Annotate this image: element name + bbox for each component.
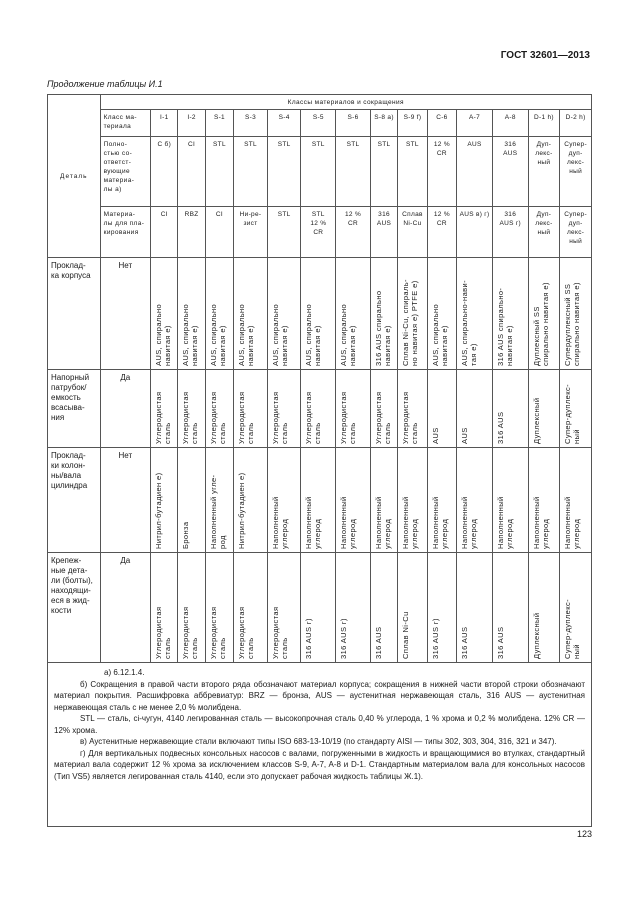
material-line: Углеродистая: [154, 391, 164, 444]
material-cell-text: [563, 282, 581, 366]
piping-material-7: 316 AUS: [370, 207, 397, 258]
material-cell-text: [209, 304, 227, 366]
material-line: Углеродистая: [401, 391, 411, 444]
material-line: сталь: [163, 422, 173, 444]
material-line: Супердуплексный SS: [563, 283, 573, 366]
material-line: AUS, спирально: [237, 303, 247, 366]
material-line: Наполненный: [563, 496, 573, 549]
material-line: навитая е): [504, 325, 514, 366]
material-line: Углеродистая: [237, 606, 247, 659]
material-cell-text: [532, 398, 541, 444]
material-line: сталь: [279, 422, 289, 444]
material-line: Углеродистая: [208, 606, 218, 659]
material-cell-text: [460, 496, 478, 549]
material-line: навитая е): [348, 325, 358, 366]
material-line: AUS, спирально: [270, 303, 280, 366]
piping-material-8: Сплав Ni-Cu: [398, 207, 427, 258]
piping-material-3: Ни-ре- зист: [234, 207, 268, 258]
piping-material-4: STL: [267, 207, 301, 258]
material-cell: [267, 370, 301, 448]
class-code-11: A-8: [492, 110, 528, 137]
material-line: Наполненный: [401, 496, 411, 549]
material-cell-text: [154, 392, 172, 444]
material-line: AUS: [430, 427, 440, 444]
piping-material-2: CI: [205, 207, 233, 258]
material-line: AUS, спирально: [430, 303, 440, 366]
material-cell: [267, 258, 301, 370]
material-line: Дуплексный: [531, 612, 541, 659]
material-cell-text: [401, 496, 419, 549]
piping-material-5: STL 12 % CR: [301, 207, 336, 258]
material-line: 316 AUS: [495, 411, 505, 444]
material-cell-text: [339, 392, 357, 444]
material-line: углерод: [504, 518, 514, 549]
material-cell-text: [304, 496, 322, 549]
material-cell-text: [304, 618, 313, 659]
piping-material-0: CI: [151, 207, 178, 258]
material-line: Наполненный: [460, 496, 470, 549]
material-line: род: [217, 535, 227, 549]
material-line: Наполненный: [430, 496, 440, 549]
material-cell: [492, 553, 528, 663]
material-cell: [398, 448, 427, 553]
page-header: ГОСТ 32601—2013: [500, 50, 590, 61]
material-line: Сплав Ni-Cu, спираль-: [401, 279, 411, 366]
class-code-1: I-2: [178, 110, 205, 137]
material-line: AUS: [460, 427, 470, 444]
material-cell: [336, 448, 371, 553]
material-cell-text: [374, 627, 383, 659]
material-cell: [205, 258, 233, 370]
material-cell-text: [496, 627, 505, 659]
default-material-3: STL: [234, 137, 268, 207]
material-line: AUS, спирально: [304, 303, 314, 366]
default-material-9: 12 % CR: [427, 137, 456, 207]
material-line: 316 AUS спирально-: [495, 287, 505, 366]
material-cell-text: [532, 282, 550, 366]
material-line: 316 AUS: [373, 626, 383, 659]
class-code-2: S-1: [205, 110, 233, 137]
material-line: 316 AUS: [460, 626, 470, 659]
part-name: Проклад- ка корпуса: [48, 258, 101, 370]
material-line: Углеродистая: [270, 391, 280, 444]
piping-material-11: 316 AUS г): [492, 207, 528, 258]
material-cell: [457, 258, 493, 370]
material-line: ный: [572, 429, 582, 444]
material-cell-text: [154, 472, 163, 549]
material-line: навитая е): [313, 325, 323, 366]
material-line: навитая е): [439, 325, 449, 366]
piping-material-1: RBZ: [178, 207, 205, 258]
material-cell: [492, 258, 528, 370]
material-cell: [301, 258, 336, 370]
material-line: углерод: [572, 518, 582, 549]
table-note: а) 6.12.1.4.: [104, 668, 145, 677]
default-material-11: 316 AUS: [492, 137, 528, 207]
material-cell-text: [181, 392, 199, 444]
material-line: сталь: [190, 637, 200, 659]
material-line: навитая е): [382, 325, 392, 366]
material-cell-text: [496, 288, 514, 366]
material-cell: [370, 553, 397, 663]
material-cell: [205, 370, 233, 448]
material-line: Нитрил-бутадиен е): [154, 472, 164, 549]
part-name: Проклад- ки колон- ны/вала цилиндра: [48, 448, 101, 553]
material-line: сталь: [382, 422, 392, 444]
material-cell: [267, 448, 301, 553]
material-cell-text: [271, 392, 289, 444]
class-label: Класс ма- териала: [100, 110, 150, 137]
material-line: сталь: [246, 422, 256, 444]
part-name: Крепеж- ные дета- ли (болты), находящи- еся в жид- кости: [48, 553, 101, 663]
material-cell-text: [460, 627, 469, 659]
class-code-13: D-2 h): [560, 110, 592, 137]
piping-material-13: Супер- дуп- лекс- ный: [560, 207, 592, 258]
part-required: Да: [100, 370, 150, 448]
material-cell-text: [401, 611, 410, 659]
material-cell-text: [563, 496, 581, 549]
part-name: Напорный патрубок/ емкость всасыва- ния: [48, 370, 101, 448]
class-code-12: D-1 h): [528, 110, 560, 137]
material-cell-text: [154, 304, 172, 366]
table-note: в) Аустенитные нержавеющие стали включают типы ISO 683-13-10/19 (по стандарту AISI — типы 302, 303, 304, 316, 321 и 347).: [80, 737, 557, 746]
material-cell: [492, 370, 528, 448]
material-cell: [492, 448, 528, 553]
material-line: 316 AUS: [495, 626, 505, 659]
material-line: Углеродистая: [181, 391, 191, 444]
material-cell: [301, 448, 336, 553]
material-line: сталь: [246, 637, 256, 659]
material-line: Наполненный: [339, 496, 349, 549]
material-line: сталь: [279, 637, 289, 659]
material-cell: [205, 553, 233, 663]
material-cell: [234, 553, 268, 663]
material-line: AUS, спирально: [339, 303, 349, 366]
material-cell: [151, 370, 178, 448]
material-line: Углеродистая: [339, 391, 349, 444]
default-material-13: Супер- дуп- лекс- ный: [560, 137, 592, 207]
material-cell-text: [237, 607, 255, 659]
material-line: углерод: [439, 518, 449, 549]
table-note: б) Сокращения в правой части второго ряда обозначают материал корпуса; сокращения в нижней части второй строки обозначают материал покрытия. Расшифровка аббревиатур: BRZ — бронза, AUS — аустенитная нержавеющая сталь, 316 AUS — аустенитная нержавеющая сталь с не менее 2,0 % молибдена.: [54, 679, 585, 712]
material-cell-text: [271, 496, 289, 549]
material-line: 316 AUS г): [430, 618, 440, 659]
material-cell-text: [460, 280, 478, 366]
material-line: Наполненный: [373, 496, 383, 549]
material-line: навитая е): [217, 325, 227, 366]
material-cell-text: [237, 392, 255, 444]
piping-material-10: AUS в) г): [457, 207, 493, 258]
class-code-7: S-8 а): [370, 110, 397, 137]
piping-material-12: Дуп- лекс- ный: [528, 207, 560, 258]
material-line: Наполненный: [270, 496, 280, 549]
default-material-6: STL: [336, 137, 371, 207]
material-cell-text: [271, 304, 289, 366]
material-cell: [234, 370, 268, 448]
material-cell-text: [374, 392, 392, 444]
group-header: Классы материалов и сокращения: [100, 95, 591, 110]
piping-materials-label: Материа- лы для пла- кирования: [100, 207, 150, 258]
material-cell: [370, 448, 397, 553]
material-cell-text: [304, 304, 322, 366]
material-line: AUS, спирально: [154, 303, 164, 366]
material-cell-text: [339, 304, 357, 366]
material-cell: [301, 370, 336, 448]
table-note: STL — сталь, сі-чугун, 4140 легированная сталь — высокопрочная сталь 0,40 % углерода, 1 % хрома и 0,2 % молибдена. 12% CR — 12% хрома.: [54, 714, 585, 735]
material-line: Наполненный: [495, 496, 505, 549]
material-cell: [457, 448, 493, 553]
material-cell-text: [563, 599, 581, 659]
material-line: навитая е): [246, 325, 256, 366]
material-cell-text: [181, 304, 199, 366]
material-cell: [398, 370, 427, 448]
material-cell-text: [209, 607, 227, 659]
material-line: Бронза: [181, 521, 191, 549]
material-cell: [178, 553, 205, 663]
default-material-0: C б): [151, 137, 178, 207]
material-line: сталь: [313, 422, 323, 444]
material-cell: [427, 370, 456, 448]
material-cell: [457, 553, 493, 663]
piping-material-6: 12 % CR: [336, 207, 371, 258]
material-cell: [234, 448, 268, 553]
material-line: Наполненный угле-: [208, 474, 218, 549]
default-material-7: STL: [370, 137, 397, 207]
material-cell: [427, 448, 456, 553]
material-line: тая е): [469, 343, 479, 366]
material-line: углерод: [313, 518, 323, 549]
material-cell: [560, 370, 592, 448]
material-cell: [427, 553, 456, 663]
material-cell-text: [431, 496, 449, 549]
material-line: Углеродистая: [208, 391, 218, 444]
material-cell-text: [209, 475, 227, 549]
material-line: Сплав Ni-Cu: [401, 611, 411, 659]
material-line: 316 AUS г): [339, 618, 349, 659]
material-line: Наполненный: [304, 496, 314, 549]
table-notes: [48, 663, 592, 827]
material-cell: [336, 258, 371, 370]
material-cell: [234, 258, 268, 370]
material-cell-text: [181, 522, 190, 549]
material-cell-text: [496, 496, 514, 549]
material-line: Дуплексный: [531, 397, 541, 444]
material-line: Супер-дуплекс-: [563, 598, 573, 659]
material-line: Углеродистая: [154, 606, 164, 659]
material-cell: [528, 553, 560, 663]
material-cell: [178, 258, 205, 370]
class-code-3: S-3: [234, 110, 268, 137]
material-cell: [398, 553, 427, 663]
default-material-4: STL: [267, 137, 301, 207]
material-line: Супер-дуплекс-: [563, 383, 573, 444]
material-line: сталь: [217, 422, 227, 444]
material-cell: [560, 448, 592, 553]
page-number: 123: [576, 829, 592, 839]
material-cell-text: [271, 607, 289, 659]
material-cell-text: [431, 427, 440, 444]
material-cell: [427, 258, 456, 370]
class-code-9: C-6: [427, 110, 456, 137]
material-line: Дуплексный SS: [531, 306, 541, 366]
material-line: навитая е): [163, 325, 173, 366]
material-cell: [301, 553, 336, 663]
material-line: AUS, спирально: [208, 303, 218, 366]
material-line: 316 AUS спирально: [373, 290, 383, 366]
material-cell-text: [181, 607, 199, 659]
material-line: Углеродистая: [304, 391, 314, 444]
material-line: сталь: [217, 637, 227, 659]
default-materials-label: Полно- стью со- ответст- вующие материа- лы а): [100, 137, 150, 207]
material-line: но навитая е) PTFE е): [410, 280, 420, 366]
default-material-10: AUS: [457, 137, 493, 207]
material-cell-text: [431, 618, 440, 659]
material-cell-text: [154, 607, 172, 659]
material-line: сталь: [348, 422, 358, 444]
material-line: спирально навитая е): [540, 282, 550, 366]
material-cell-text: [532, 613, 541, 659]
material-cell-text: [401, 392, 419, 444]
material-cell: [336, 553, 371, 663]
class-code-8: S-9 f): [398, 110, 427, 137]
material-cell-text: [339, 496, 357, 549]
material-cell: [370, 370, 397, 448]
material-line: AUS, спирально-нави-: [460, 279, 470, 366]
material-cell-text: [209, 392, 227, 444]
material-line: Углеродистая: [270, 606, 280, 659]
material-cell: [336, 370, 371, 448]
default-material-1: CI: [178, 137, 205, 207]
part-required: Нет: [100, 258, 150, 370]
material-line: углерод: [540, 518, 550, 549]
material-cell: [528, 370, 560, 448]
material-cell: [151, 553, 178, 663]
material-line: AUS, спирально: [181, 303, 191, 366]
material-line: углерод: [382, 518, 392, 549]
materials-table: [47, 94, 592, 827]
default-material-8: STL: [398, 137, 427, 207]
table-note: г) Для вертикальных подвесных консольных насосов с валами, погруженными в жидкость и вращающимися во втулках, стандартный материал вала содержит 12 % хрома за исключением классов S-9, A-7, A-8 и D-1. Стандартным материалом вала для консольных насосов (Тип VS5) является легированная сталь 4140, если это допускает рабочая жидкость таблицы Ж.1).: [54, 748, 585, 781]
class-code-5: S-5: [301, 110, 336, 137]
material-cell-text: [374, 291, 392, 366]
material-cell-text: [237, 304, 255, 366]
material-cell: [178, 370, 205, 448]
default-material-5: STL: [301, 137, 336, 207]
detail-header: Деталь: [48, 95, 101, 258]
material-line: углерод: [469, 518, 479, 549]
class-code-4: S-4: [267, 110, 301, 137]
material-cell: [457, 370, 493, 448]
material-line: Нитрил-бутадиен е): [237, 472, 247, 549]
material-cell: [398, 258, 427, 370]
piping-material-9: 12 % CR: [427, 207, 456, 258]
class-code-6: S-6: [336, 110, 371, 137]
class-code-0: I-1: [151, 110, 178, 137]
material-cell-text: [401, 279, 419, 366]
material-line: сталь: [163, 637, 173, 659]
material-cell-text: [431, 304, 449, 366]
material-cell: [151, 448, 178, 553]
material-cell-text: [460, 427, 469, 444]
material-line: навитая е): [190, 325, 200, 366]
material-cell-text: [496, 412, 505, 444]
material-cell: [151, 258, 178, 370]
material-line: ный: [572, 644, 582, 659]
material-cell-text: [532, 496, 550, 549]
material-cell: [205, 448, 233, 553]
material-line: Углеродистая: [373, 391, 383, 444]
material-line: углерод: [410, 518, 420, 549]
material-cell-text: [237, 472, 246, 549]
material-line: 316 AUS г): [304, 618, 314, 659]
default-material-12: Дуп- лекс- ный: [528, 137, 560, 207]
material-cell-text: [563, 384, 581, 444]
part-required: Да: [100, 553, 150, 663]
default-material-2: STL: [205, 137, 233, 207]
class-code-10: A-7: [457, 110, 493, 137]
material-line: спирально навитая е): [572, 282, 582, 366]
material-cell-text: [374, 496, 392, 549]
material-line: Углеродистая: [181, 606, 191, 659]
table-caption: Продолжение таблицы И.1: [47, 79, 163, 89]
material-line: сталь: [410, 422, 420, 444]
material-cell: [560, 258, 592, 370]
material-cell-text: [339, 618, 348, 659]
material-line: Углеродистая: [237, 391, 247, 444]
material-line: Наполненный: [531, 496, 541, 549]
material-cell: [178, 448, 205, 553]
material-line: сталь: [190, 422, 200, 444]
material-cell: [528, 258, 560, 370]
material-line: углерод: [348, 518, 358, 549]
material-line: углерод: [279, 518, 289, 549]
material-cell: [560, 553, 592, 663]
material-cell: [267, 553, 301, 663]
material-line: навитая е): [279, 325, 289, 366]
part-required: Нет: [100, 448, 150, 553]
material-cell-text: [304, 392, 322, 444]
material-cell: [528, 448, 560, 553]
material-cell: [370, 258, 397, 370]
